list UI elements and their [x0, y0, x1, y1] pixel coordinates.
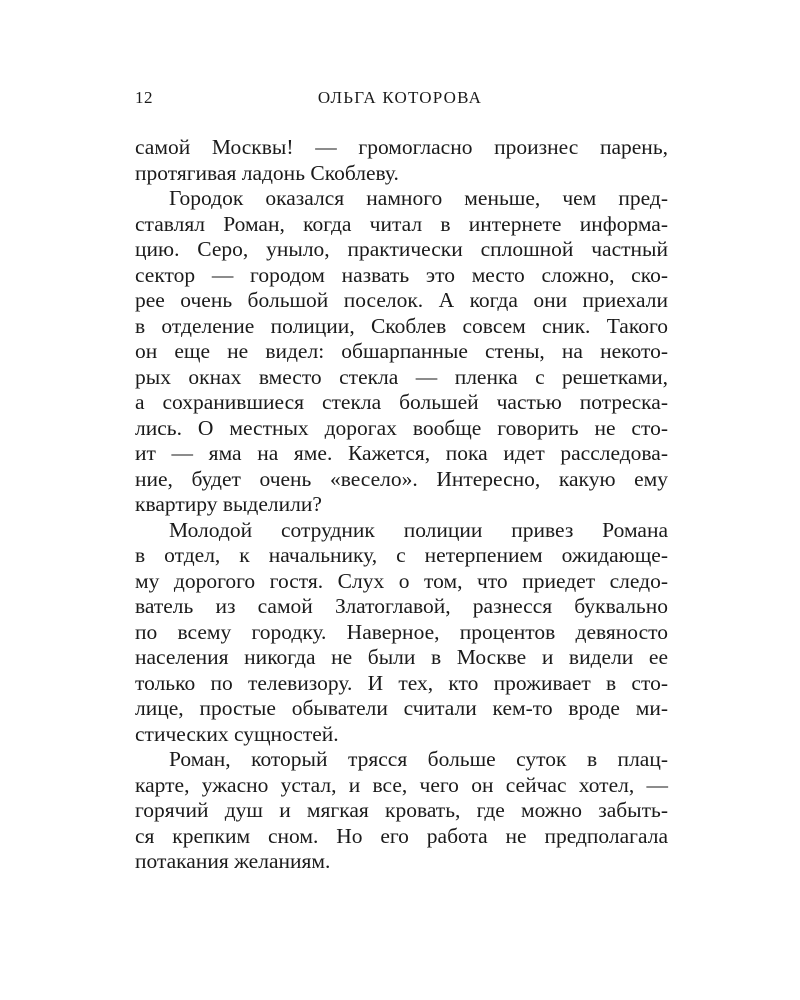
text-line: протягивая ладонь Скоблеву.	[135, 160, 399, 185]
text-line: ставлял Роман, когда читал в интернете информа-	[135, 211, 668, 236]
text-line: в отдел, к начальнику, с нетерпением ожидающе-	[135, 543, 668, 567]
running-head-author: ОЛЬГА КОТОРОВА	[317, 88, 483, 107]
text-line: рее очень большой поселок. А когда они приехали	[135, 288, 668, 312]
text-line: цию. Серо, уныло, практически сплошной частный	[135, 237, 668, 261]
text-line: стических сущностей.	[135, 721, 339, 746]
text-line: сектор — городом назвать это место сложно, ско-	[135, 262, 668, 287]
text-line: лись. О местных дорогах вообще говорить не сто-	[135, 415, 668, 440]
text-line: квартиру выделили?	[135, 492, 322, 516]
text-line: рых окнах вместо стекла — пленка с решетками,	[135, 364, 668, 389]
text-line: ние, будет очень «весело». Интересно, какую ему	[135, 466, 668, 491]
text-line: по всему городку. Наверное, процентов девяносто	[135, 619, 668, 644]
text-line: карте, ужасно устал, и все, чего он сейчас хотел, —	[135, 772, 668, 797]
text-line: Роман, который трясся больше суток в плац-	[169, 747, 668, 771]
text-line: потакания желаниям.	[135, 849, 331, 873]
text-line: в отделение полиции, Скоблев совсем сник. Такого	[135, 313, 668, 338]
text-line: ит — яма на яме. Кажется, пока идет расследова-	[135, 441, 668, 465]
text-line: му дорогого гостя. Слух о том, что приедет следо-	[135, 568, 668, 593]
text-line: самой Москвы! — громогласно произнес парень,	[135, 135, 668, 159]
text-line: лице, простые обыватели считали кем-то вроде ми-	[135, 696, 668, 720]
body-text	[135, 135, 668, 875]
text-line: а сохранившиеся стекла большей частью потрeска-	[135, 390, 668, 414]
text-line: он еще не видел: обшарпанные стены, на некото-	[135, 339, 668, 363]
text-line: Городок оказался намного меньше, чем пред-	[169, 186, 668, 210]
text-line: горячий душ и мягкая кровать, где можно забыть-	[135, 798, 668, 822]
text-line: населения никогда не были в Москве и видели ее	[135, 645, 668, 669]
text-line: Молодой сотрудник полиции привез Романа	[169, 517, 668, 542]
text-line: ватель из самой Златоглавой, разнесся буквально	[135, 594, 668, 618]
text-line: только по телевизору. И тех, кто проживает в сто-	[135, 670, 668, 695]
page-number: 12	[135, 88, 153, 107]
text-line: ся крепким сном. Но его работа не предполагала	[135, 823, 668, 848]
